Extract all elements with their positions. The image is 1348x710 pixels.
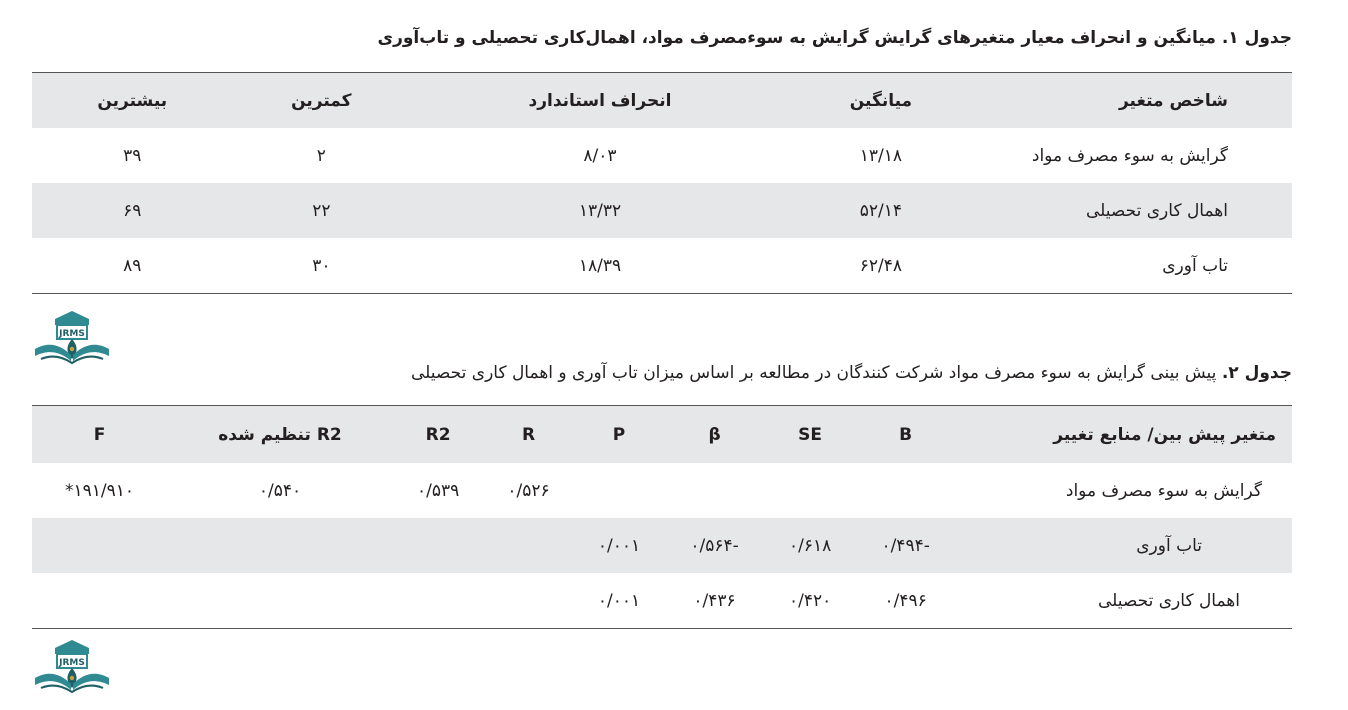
table2-cell-p: ۰/۰۰۱ [597,590,641,611]
table2-cell-r: ۰/۵۲۶ [507,480,550,501]
table1-header-max: بیشترین [97,90,168,111]
table2-cell-p: ۰/۰۰۱ [597,535,641,556]
table1-cell-min: ۲۲ [312,200,331,221]
table2-cell-p [574,463,664,518]
table2-cell-beta: -۰/۵۶۴ [690,535,739,556]
table1-cell-mean: ۶۲/۴۸ [859,255,903,276]
table1-cell-sd: ۱۳/۳۲ [578,200,622,221]
table2-cell-r2 [393,518,483,573]
table2-cell-se [765,463,855,518]
table1-cell-sd: ۸/۰۳ [583,145,617,166]
logo-text: JRMS [59,329,85,339]
table2-cell-predictor: اهمال کاری تحصیلی [1097,590,1240,611]
table2-cell-b [855,463,956,518]
table1-header-row [32,73,1292,129]
table2-caption-label: جدول ۲. [1221,363,1292,383]
table2-header-f: F [93,424,106,445]
table1-header-min: کمترین [291,90,352,111]
table1-cell-max: ۸۹ [123,255,142,276]
table1-caption-label: جدول ۱. [1221,28,1292,48]
table2-cell-predictor: تاب آوری [1136,535,1202,556]
journal-logo-icon [31,638,113,694]
table1-cell-sd: ۱۸/۳۹ [578,255,622,276]
table1-cell-variable: اهمال کاری تحصیلی [1085,200,1228,221]
table1-cell-mean: ۱۳/۱۸ [859,145,903,166]
table2-header-p: P [612,424,626,445]
table2-cell-f [32,573,167,629]
table2-cell-adjusted-r2 [167,518,393,573]
table2-cell-predictor: گرایش به سوء مصرف مواد [1065,480,1262,501]
table2-cell-r2: ۰/۵۳۹ [416,480,460,501]
table-row [32,463,1292,518]
table1-cell-mean: ۵۲/۱۴ [859,200,903,221]
table2-cell-adjusted-r2: ۰/۵۴۰ [258,480,302,501]
table1-header-mean: میانگین [849,90,913,111]
table2-caption [411,363,1292,383]
table1-header-variable: شاخص متغیر [1118,90,1228,111]
table-row [32,518,1292,573]
table2-cell-se: ۰/۶۱۸ [788,535,832,556]
table2-cell-r2 [393,573,483,629]
table1-caption [377,28,1292,48]
journal-logo-icon [31,309,113,365]
table2-cell-beta: ۰/۴۳۶ [693,590,736,611]
table2-caption-text: پیش بینی گرایش به سوء مصرف مواد شرکت کنندگان در مطالعه بر اساس میزان تاب آوری و اهمال کاری تحصیلی [410,363,1217,383]
table1-cell-min: ۲ [316,145,326,166]
table2-header-predictor: متغیر پیش بین/ منابع تغییر [1053,424,1276,445]
table2 [32,405,1292,629]
table1 [32,72,1292,294]
table-row [32,128,1292,183]
table2-header-r2: R2 [425,424,451,445]
table2-header-beta: β [708,424,721,445]
table2-cell-adjusted-r2 [167,573,393,629]
logo-text: JRMS [59,658,85,668]
table1-caption-text: میانگین و انحراف معیار متغیرهای گرایش گرایش به سوءمصرف مواد، اهمال‌کاری تحصیلی و تاب‌آوری [377,28,1216,48]
table2-cell-r [483,573,573,629]
table2-header-se: SE [798,424,823,445]
table2-cell-b: ۰/۴۹۶ [884,590,927,611]
table1-header-sd: انحراف استاندارد [528,90,672,111]
table-row [32,183,1292,238]
table-row [32,573,1292,629]
table2-header-r: R [522,424,536,445]
table1-cell-min: ۳۰ [312,255,331,276]
table1-cell-max: ۳۹ [123,145,142,166]
table1-cell-variable: تاب آوری [1162,255,1228,276]
table2-cell-r [483,518,573,573]
table2-header-adjusted-r2: R2 تنظیم شده [218,424,342,445]
table2-cell-b: -۰/۴۹۴ [881,535,930,556]
table1-cell-variable: گرایش به سوء مصرف مواد [1031,145,1228,166]
table1-cell-max: ۶۹ [123,200,142,221]
table2-header-b: B [899,424,913,445]
table2-cell-se: ۰/۴۲۰ [788,590,832,611]
table2-header-row [32,406,1292,464]
table2-cell-beta [664,463,765,518]
table2-cell-f: ۱۹۱/۹۱۰* [65,480,135,501]
table2-cell-f [32,518,167,573]
table-row [32,238,1292,294]
